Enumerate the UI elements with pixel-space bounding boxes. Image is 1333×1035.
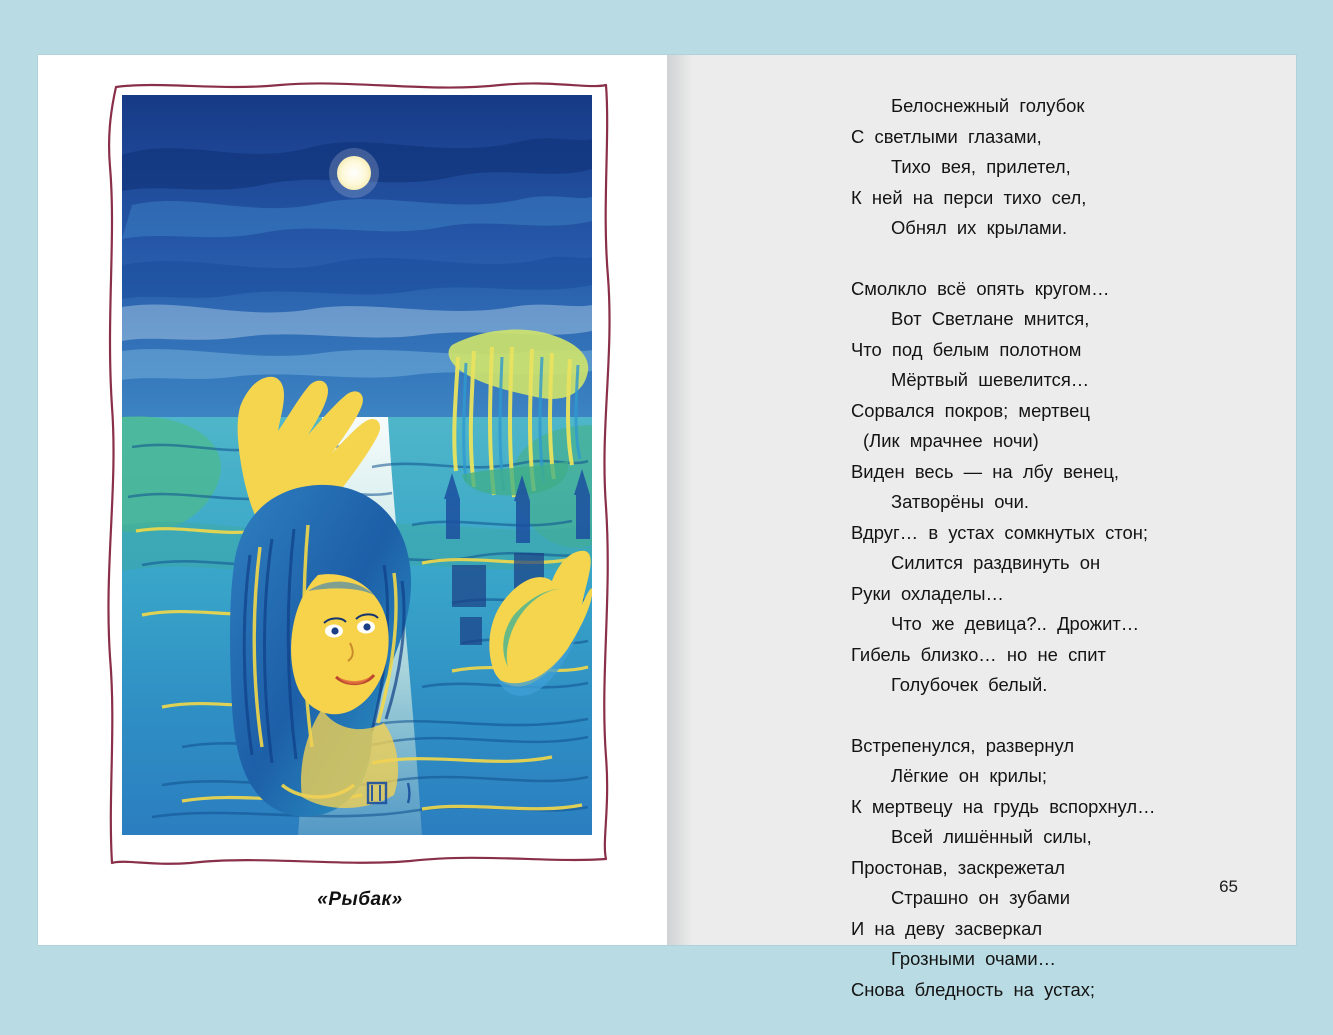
poem-line: Грозными очами… xyxy=(891,948,1057,969)
poem-stanza xyxy=(851,731,1271,1006)
poem-line: Снова бледность на устах; xyxy=(851,978,1096,1000)
illustration-caption: «Рыбак» xyxy=(317,889,403,910)
poem-line: Руки охладелы… xyxy=(851,582,1004,604)
poem-line: Белоснежный голубок xyxy=(891,95,1085,116)
poem-line: Встрепенулся, развернул xyxy=(851,734,1075,756)
poem-line: Что под белым полотном xyxy=(851,338,1082,360)
poem-stanza xyxy=(851,274,1271,701)
poem-line: Виден весь — на лбу венец, xyxy=(851,460,1119,482)
poem-line: Страшно он зубами xyxy=(891,887,1071,908)
poem-line: Лёгкие он крилы; xyxy=(891,765,1047,786)
poem-line: С светлыми глазами, xyxy=(851,125,1042,147)
poem-line: Силится раздвинуть он xyxy=(891,552,1101,573)
poem-line: Тихо вея, прилетел, xyxy=(891,156,1071,177)
poem-line: Мёртвый шевелится… xyxy=(891,369,1090,390)
poem-line: Обнял их крылами. xyxy=(891,217,1068,238)
poem-line: И на деву засверкал xyxy=(851,917,1043,939)
illustration-container xyxy=(100,77,620,910)
poem-line: Вот Светлане мнится, xyxy=(891,308,1090,329)
poem-line: Простонав, заскрежетал xyxy=(851,856,1066,878)
gutter-shadow xyxy=(667,55,693,945)
poem-line: Затворёны очи. xyxy=(891,491,1029,512)
poem-line: Смолкло всё опять кругом… xyxy=(851,277,1110,299)
poem-line: (Лик мрачнее ночи) xyxy=(863,430,1039,451)
poem-stanza xyxy=(851,91,1271,244)
poem-line: Голубочек белый. xyxy=(891,674,1048,695)
right-page xyxy=(667,55,1296,1000)
poem-text xyxy=(851,91,1271,1035)
page-number: 65 xyxy=(1219,877,1238,896)
left-page xyxy=(38,55,667,945)
poem-line: Вдруг… в устах сомкнутых стон; xyxy=(851,521,1148,543)
mermaid-illustration xyxy=(122,95,592,835)
book-spread xyxy=(38,55,1296,1000)
poem-line: К мертвецу на грудь вспорхнул… xyxy=(851,795,1156,817)
poem-line: Всей лишённый силы, xyxy=(891,826,1092,847)
poem-line: Сорвался покров; мертвец xyxy=(851,399,1090,421)
poem-line: Гибель близко… но не спит xyxy=(851,643,1106,665)
poem-line: К ней на перси тихо сел, xyxy=(851,186,1087,208)
poem-line: Что же девица?.. Дрожит… xyxy=(891,613,1140,634)
